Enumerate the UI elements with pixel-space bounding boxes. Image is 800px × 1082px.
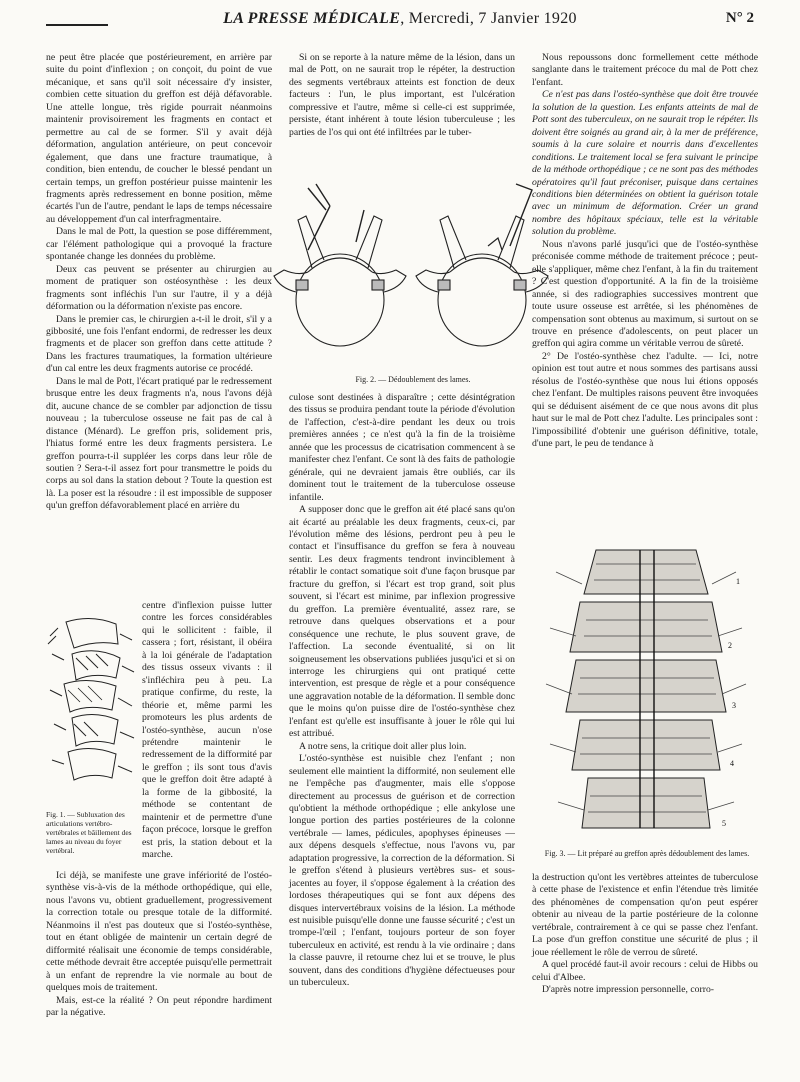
paragraph: Si on se reporte à la nature même de la lésion, dans un mal de Pott, on ne saurait trop le répéter, la destruction des segments vertébraux atteints est fonction de deux facteurs : l'un, le plus important, est l'ulcération compressive et l'autre, même si celle-ci est supprimée, persiste, étant inhérent à toute lésion tuberculeuse ; les parties de l'os qui ont été infiltrées par le tuber-	[289, 52, 515, 138]
figure-3-caption: Fig. 3. — Lit préparé au greffon après dédoublement des lames.	[544, 849, 750, 858]
issue-number: N° 2	[725, 10, 754, 26]
figure-2	[268, 180, 558, 385]
paragraph: ne peut être placée que postérieurement, en arrière par suite du point d'inflexion ; on conçoit, du point de vue mécanique, et sans qu'il soit nécessaire d'y insister, combien cette situation du greffon est déjà défavorable. Une attelle longue, très rigide pourrait néanmoins maintenir provisoirement les fragments en contact et permettre au cal de se former. S'il y avait déjà déformation, angulation antérieure, on peut concevoir également, que dans une fracture traumatique, à condition, bien entendu, de coucher le blessé pendant un certain temps, un greffon postérieur puisse maintenir les fragments après redressement en bonne position, même écartés l'un de l'autre, pendant le laps de temps nécessaire au développement d'un cal interfragmentaire.	[46, 52, 272, 225]
figure-2-caption: Fig. 2. — Dédoublement des lames.	[355, 375, 471, 384]
figure-3	[536, 544, 758, 859]
figure-1-caption: Fig. 1. — Subluxation des articulations vertébro-vertébrales et bâillement des lames au niveau du foyer vertébral.	[46, 810, 132, 855]
column-3	[532, 52, 758, 451]
paragraph: Mais, est-ce la réalité ? On peut répondre hardiment par la négative.	[46, 994, 272, 1018]
figure-3-label: 5	[722, 819, 726, 828]
paragraph: Dans le mal de Pott, l'écart pratiqué par le redressement brusque entre les deux fragments n'a, nous l'avons déjà dit, aucune chance de se combler par adjonction de tissu nouveau ; la tuberculose osseuse ne fait pas de cal à distance (Ménard). Le greffon pris, solidement pris, l'hiatus formé entre les deux fragments persistera. Le greffon pourra-t-il suppléer les corps dans leur rôle de soutien ? Sera-t-il assez fort pour transmettre le poids du corps au sol dans la station debout ? Toute la question est là. La poser est la résoudre : il est impossible de supposer qu'un greffon défavorablement placé en arrière du	[46, 375, 272, 512]
paragraph: L'ostéo-synthèse est nuisible chez l'enfant ; non seulement elle maintient la difformité, non seulement elle ne l'empêche pas d'augmenter, mais elle s'oppose directement au processus de guérison et de correction qu'obtient la méthode orthopédique ; elle ankylose une longue portion des parties postérieures de la colonne vertébrale — lames, pédicules, apophyses épineuses — aux dépens desquels s'effectue, nous l'avons vu, par adaptation progressive, la correction de la déformation. Si le greffon s'étend à plusieurs vertèbres sus- et sous-jacentes au foyer, il s'oppose également à la création des lordoses thérapeutiques qui se font aux dépens des disques intervertébraux voisins de la lésion. La méthode est nuisible puisqu'elle donne une fausse sécurité ; c'est un trompe-l'œil ; l'enfant, toujours porteur de son foyer tuberculeux en activité, est rendu à la vie ordinaire ; dans la classe pauvre, il retourne chez lui et se trouve, le plus souvent, dans des conditions d'hygiène défectueuses pour un tuberculeux.	[289, 753, 515, 989]
figure-1	[46, 614, 136, 855]
column-1	[46, 52, 272, 513]
paragraph: A quel procédé faut-il avoir recours : celui de Hibbs ou celui d'Albee.	[532, 959, 758, 983]
figure-3-label: 4	[730, 759, 734, 768]
paragraph: Nous n'avons parlé jusqu'ici que de l'ostéo-synthèse préconisée comme méthode de traitement précoce ; peut-elle s'appliquer, même chez l'enfant, à la fin du traitement ? C'est question d'opportunité. A la fin de la troisième année, si des radiographies successives montrent que toute usure osseuse est arrêtée, si les phénomènes de compensation sont obtenus au maximum, si surtout on se trouve en présence d'adolescents, on peut placer un greffon qui agira comme un véritable verrou de sûreté.	[532, 238, 758, 350]
column-1-bottom	[46, 870, 272, 1019]
paragraph: Ce n'est pas dans l'ostéo-synthèse que doit être trouvée la solution de la question. Les enfants atteints de mal de Pott sont des tuberculeux, on ne saurait trop le répéter. Ils doivent être soignés au grand air, à la mer de préférence, soumis à la cure solaire et nourris dans d'excellentes conditions. Le traitement local se fera suivant le principe de la méthode orthopédique ; ce ne sont pas des méthodes opératoires qu'il faut préconiser, puisque dans certaines conditions bien déterminées on obtient la guérison totale avec un minimum de déformation. Créer un grand nombre des hôpitaux spéciaux, telle est la véritable solution du problème.	[532, 89, 758, 238]
figure-3-label: 2	[728, 641, 732, 650]
paragraph: centre d'inflexion puisse lutter contre les forces considérables qui le sollicitent : faible, il cassera ; fort, résistant, il obéira à la loi générale de l'adaptation des tissus osseux vivants : il s'infléchira peu à peu. La pratique confirme, du reste, la théorie et, même parmi les promoteurs les plus ardents de l'ostéo-synthèse, aucun n'ose prétendre maintenir le redressement de la difformité par le greffon ; ils sont tous d'avis que le greffon doit être adapté à la forme de la gibbosité, la méthode se contentant de maintenir et de permettre d'une façon précoce, lorsque le greffon est pris, la station debout et la marche.	[142, 600, 272, 861]
column-3-bottom	[532, 872, 758, 997]
journal-title: LA PRESSE MÉDICALE	[223, 10, 401, 27]
masthead	[46, 10, 754, 28]
paragraph: culose sont destinées à disparaître ; cette désintégration des tissus se produira pendant toute la période d'évolution de l'affection, c'est-à-dire pendant les deux ou trois premières années ; ce n'est qu'à la fin de la troisième année que les processus de cicatrisation commencent à se manifester chez l'enfant. Ce sont là des faits de pathologie générale, qui ne devraient jamais être oubliés, car ils dominent tout le traitement de la tuberculose osseuse infantile.	[289, 392, 515, 503]
paragraph: A supposer donc que le greffon ait été placé sans qu'on ait écarté au préalable les deux fragments, ceux-ci, par l'évolution même des lésions, perdront peu à peu le contact et l'insuffisance du greffon se fera à nouveau sentir. Les deux fragments tendront invinciblement à rétablir le contact somatique soit d'une façon brusque par fracture du greffon, si l'écart est trop grand, soit plus souvent, si l'écart est minime, par inflexion progressive du greffon. La première éventualité, assez rare, se retrouve dans quelques observations et a pour conséquence une rechute, le plus souvent grave, de l'affection. La seconde éventualité, si on lit soigneusement les observations publiées jusqu'ici et si on interroge les chirurgiens qui ont pratiqué cette intervention, est presque de règle et a pour conséquence une aggravation notable de la déformation. Il semble donc que le moins qu'on puisse dire de l'ostéo-synthèse chez l'enfant est qu'elle est insuffisante à jouer le rôle qui lui est attribué.	[289, 504, 515, 740]
paragraph: Dans le premier cas, le chirurgien a-t-il le droit, s'il y a gibbosité, une fois l'enfant endormi, de redresser les deux fragments et de placer son greffon dans cette attitude ? Dans les fractures traumatiques, la formation ultérieure d'un cal entre les deux fragments autorise ce procédé.	[46, 313, 272, 375]
paragraph: Ici déjà, se manifeste une grave infériorité de l'ostéo-synthèse vis-à-vis de la méthode orthopédique, qui elle, nous l'avons vu, obtient graduellement, progressivement la correction totale ou presque totale de la difformité. Néanmoins il n'est pas douteux que si l'ostéo-synthèse, tout en étant obligée de maintenir un certain degré de difformité réalisait une économie de temps considérable, cette méthode devrait être acceptée puisqu'elle permettrait à un enfant de reprendre la vie normale au bout de quelques mois de traitement.	[46, 870, 272, 994]
paragraph: la destruction qu'ont les vertèbres atteintes de tuberculose à cette phase de l'existence et enfin l'étendue très limitée des phénomènes de compensation qu'on peut espérer obtenir au niveau de la partie postérieure de la colonne vertébrale, contrairement à ce qui se passe chez l'enfant. La pose d'un greffon constitue une sécurité de plus ; il joue réellement le rôle de verrou de sûreté.	[532, 872, 758, 958]
paragraph: Nous repoussons donc formellement cette méthode sanglante dans le traitement précoce du mal de Pott chez l'enfant.	[532, 52, 758, 88]
section-paragraph: 2° De l'ostéo-synthèse chez l'adulte. — Ici, notre opinion est tout autre et nous sommes des partisans aussi résolus de l'ostéo-synthèse que nous lui étions opposés chez l'enfant. De multiples raisons peuvent être invoquées qui se déduisent aisément de ce que nous avons dit plus haut sur le mal de Pott chez l'adulte. Les principales sont : l'impossibilité d'obtenir une guérison définitive, totale, d'une part, le peu de tendance à	[532, 350, 758, 450]
figure-3-label: 3	[732, 701, 736, 710]
column-1-figure-wrap-text	[142, 600, 272, 862]
page-header	[46, 10, 754, 38]
vertebra-lamina-illustration	[268, 180, 558, 370]
spine-graft-bed-illustration	[536, 544, 758, 844]
paragraph: Deux cas peuvent se présenter au chirurgien au moment de pratiquer son ostéosynthèse : les deux fragments sont infléchis l'un sur l'autre, il y a déjà déformation ou la déformation n'existe pas encore.	[46, 263, 272, 313]
paragraph: D'après notre impression personnelle, corro-	[542, 984, 715, 996]
paragraph: Dans le mal de Pott, la question se pose différemment, car l'élément pathologique qui a provoqué la fracture spontanée change les données du problème.	[46, 226, 272, 263]
column-2	[289, 52, 515, 139]
column-2-bottom	[289, 392, 515, 990]
issue-date: , Mercredi, 7 Janvier 1920	[400, 10, 577, 27]
spine-subluxation-illustration	[46, 614, 136, 799]
paragraph: A notre sens, la critique doit aller plus loin.	[299, 740, 467, 752]
figure-3-label: 1	[736, 577, 740, 586]
